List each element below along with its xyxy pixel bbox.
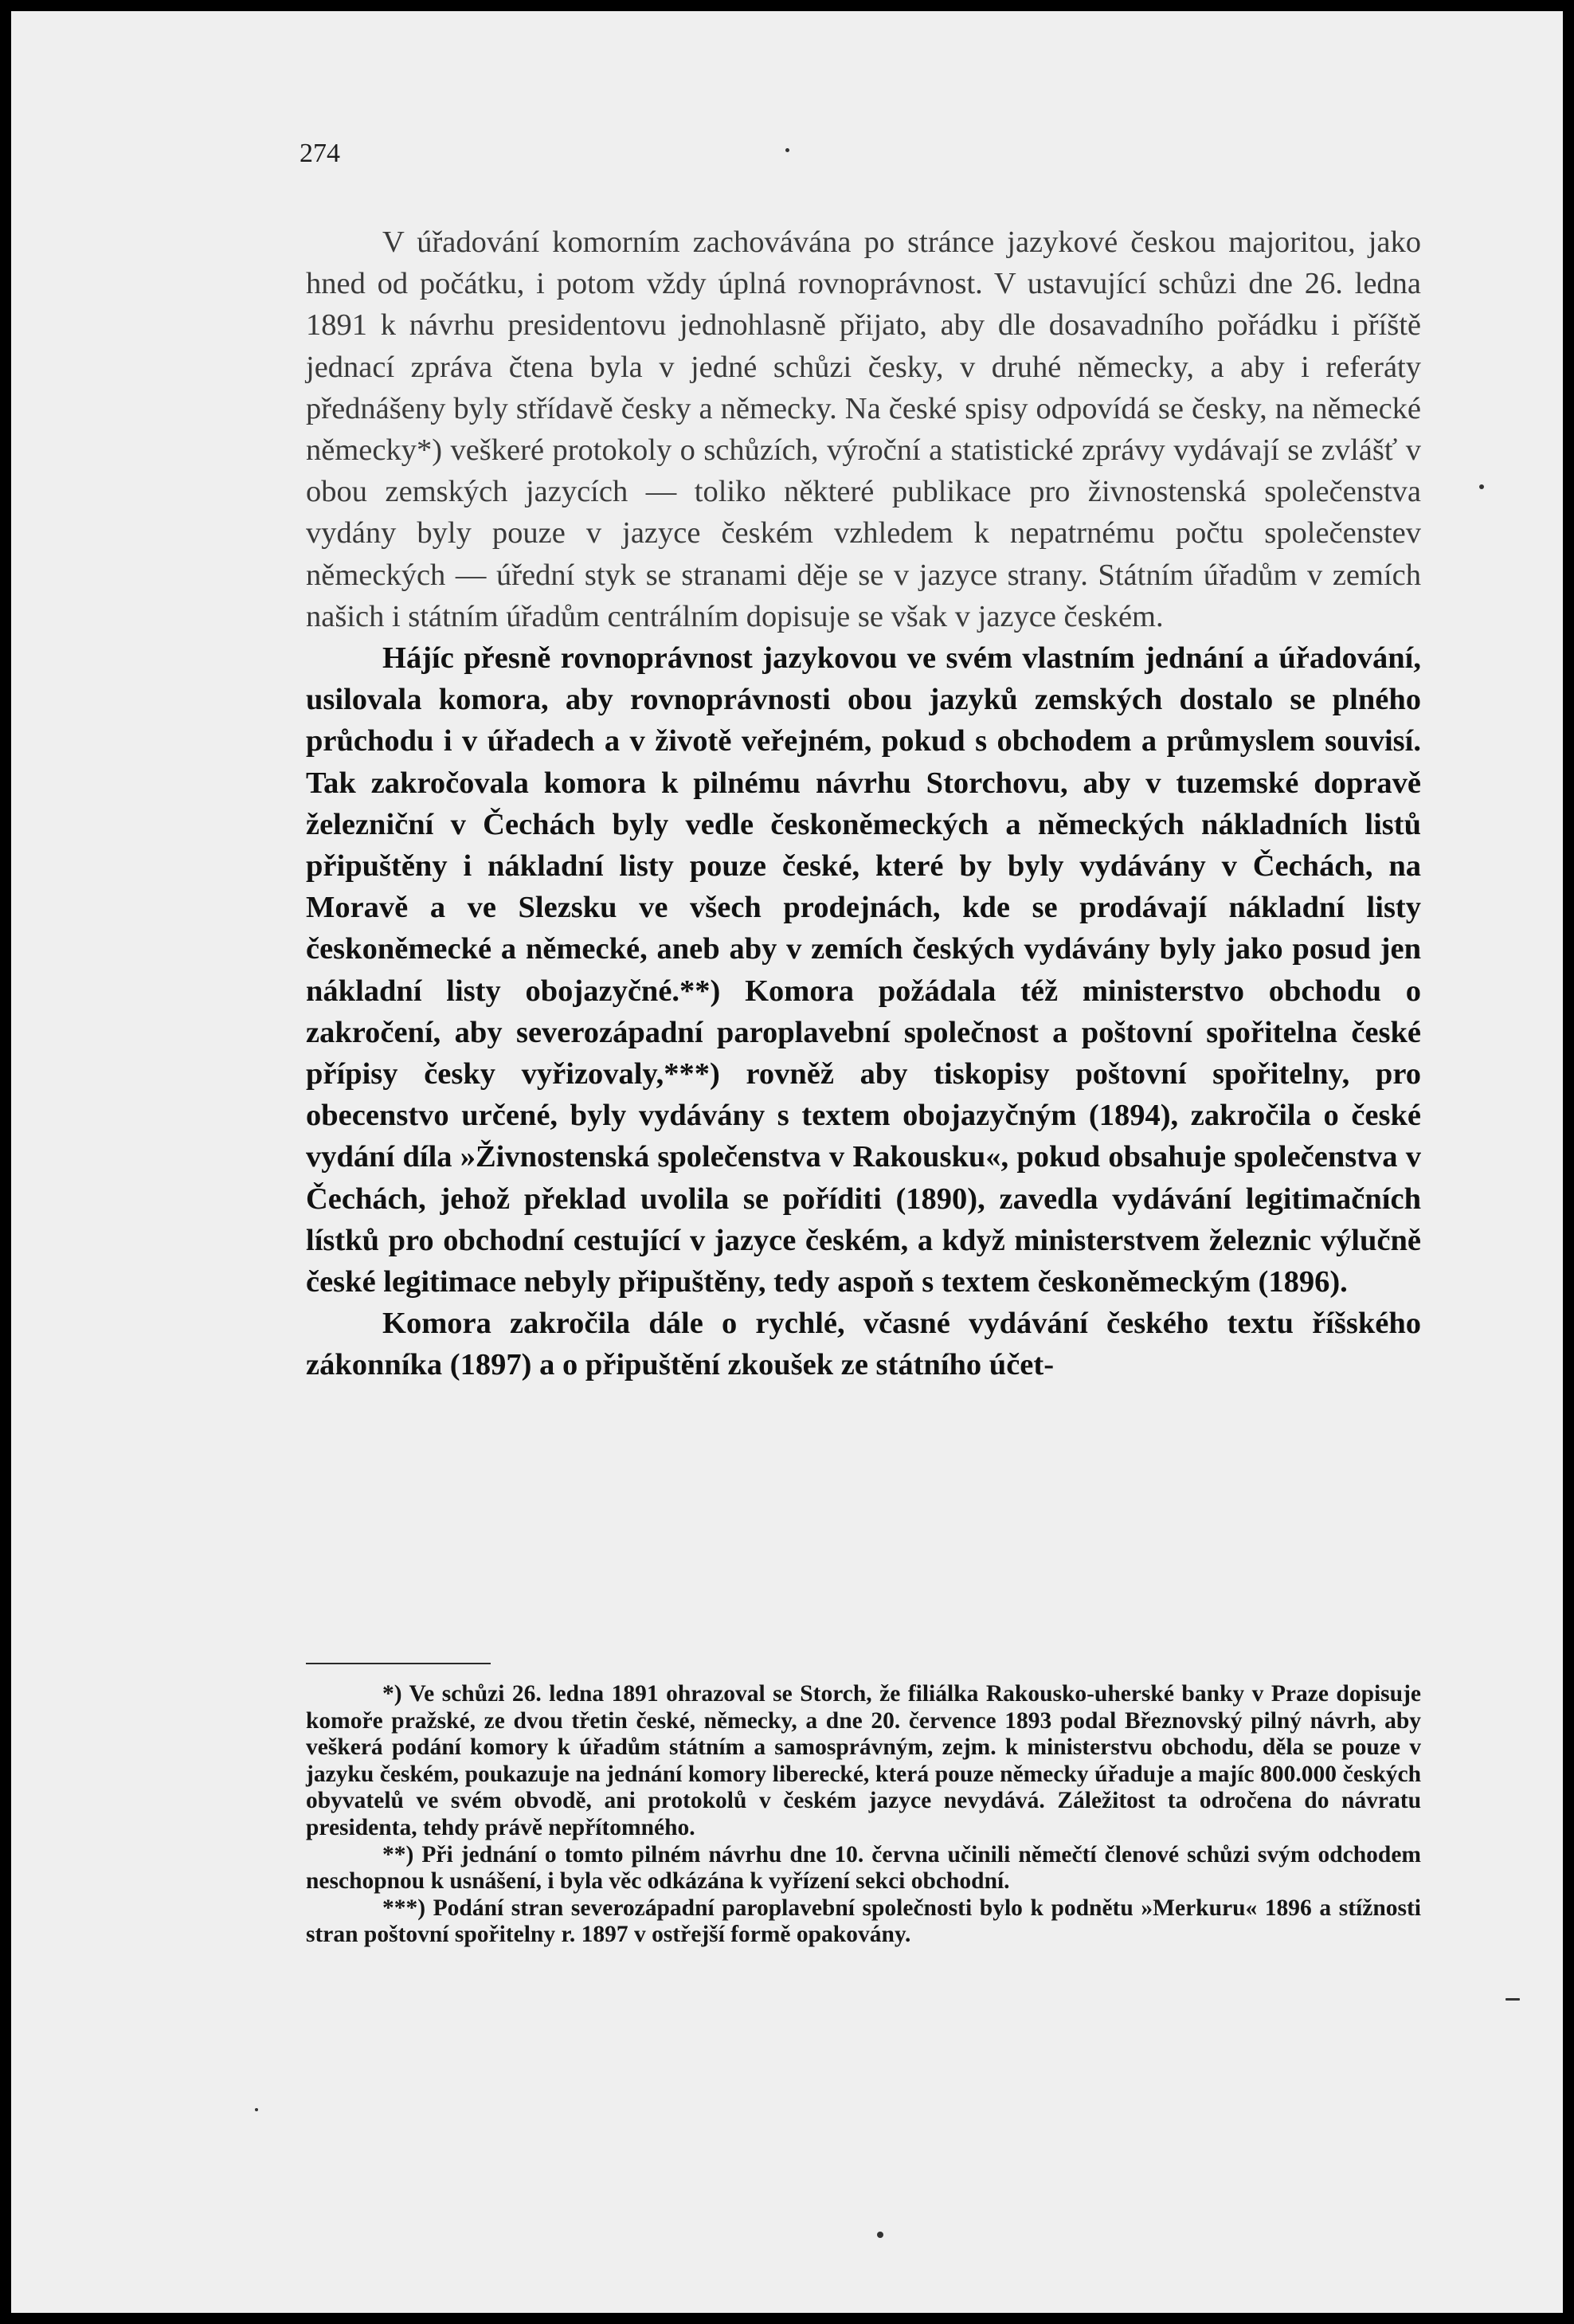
main-text (306, 221, 1421, 1386)
scan-speck (255, 2108, 258, 2111)
footnote-1: *) Ve schůzi 26. ledna 1891 ohrazoval se Storch, že filiálka Rakousko-uherské banky v Praze dopisuje komoře pražské, ze dvou třetin české, německy, a dne 20. července 1893 podal Březnovský pilný návrh, aby veškerá podání komory k úřadům státním a samosprávným, zejm. k ministerstvu obchodu, děla se pouze v jazyku českém, poukazuje na jednání komory liberecké, která pouze německy úřaduje a majíc 800.000 českých obyvatelů ve svém obvodě, ani protokolů v českém jazyce nevydává. Záležitost ta odročena do návratu presidenta, tehdy právě nepřítomného. (306, 1681, 1421, 1840)
page-number: 274 (300, 139, 340, 168)
scan-speck (877, 2232, 883, 2238)
scan-speck (1505, 1998, 1520, 2001)
footnote-separator (306, 1663, 491, 1664)
paragraph-2: Hájíc přesně rovnoprávnost jazykovou ve svém vlastním jednání a úřadování, usilovala komora, aby rovnoprávnosti obou jazyků zemských dostalo se plného průchodu i v úřadech a v životě veřejném, pokud s obchodem a průmyslem souvisí. Tak zakročovala komora k pilnému návrhu Storchovu, aby v tuzemské dopravě železniční v Čechách byly vedle českoněmeckých a německých nákladních listů připuštěny i nákladní listy pouze české, které by byly vydávány v Čechách, na Moravě a ve Slezsku ve všech prodejnách, kde se prodávají nákladní listy českoněmecké a německé, aneb aby v zemích českých vydávány byly jako posud jen nákladní listy obojazyčné.**) Komora požádala též ministerstvo obchodu o zakročení, aby severozápadní paroplavební společnost a poštovní spořitelna české přípisy česky vyřizovaly,***) rovněž aby tiskopisy poštovní spořitelny, pro obecenstvo určené, byly vydávány s textem obojazyčným (1894), zakročila o české vydání díla »Živnostenská společenstva v Rakousku«, pokud obsahuje společenstva v Čechách, jehož překlad uvolila se poříditi (1890), zavedla vydávání legitimačních lístků pro obchodní cestující v jazyce českém, a když ministerstvem železnic výlučně české legitimace nebyly připuštěny, tedy aspoň s textem českoněmeckým (1896). (306, 641, 1421, 1299)
footnotes (306, 1681, 1421, 1949)
paragraph-1: V úřadování komorním zachovávána po stránce jazykové českou majoritou, jako hned od počátku, i potom vždy úplná rovnoprávnost. V ustavující schůzi dne 26. ledna 1891 k návrhu presidentovu jednohlasně přijato, aby dle dosavadního pořádku i příště jednací zpráva čtena byla v jedné schůzi česky, v druhé německy, a aby i referáty přednášeny byly střídavě česky a německy. Na české spisy odpovídá se česky, na německé německy*) veškeré protokoly o schůzích, výroční a statistické zprávy vydávají se zvlášť v obou zemských jazycích — toliko některé publikace pro živnostenská společenstva vydány byly pouze v jazyce českém vzhledem k nepatrnému počtu společenstev německých — úřední styk se stranami děje se v jazyce strany. Státním úřadům v zemích našich i státním úřadům centrálním dopisuje se však v jazyce českém. (306, 225, 1421, 633)
footnote-2: **) Při jednání o tomto pilném návrhu dne 10. června učinili němečtí členové schůzi svým odchodem neschopnou k usnášení, i byla věc odkázána k vyřízení sekci obchodní. (306, 1841, 1421, 1895)
footnote-3: ***) Podání stran severozápadní paroplavební společnosti bylo k podnětu »Merkuru« 1896 a stížnosti stran poštovní spořitelny r. 1897 v ostřejší formě opakovány. (306, 1895, 1421, 1948)
scan-speck (1479, 484, 1484, 489)
paragraph-3: Komora zakročila dále o rychlé, včasné vydávání českého textu říšského zákonníka (1897) a o připuštění zkoušek ze státního účet- (306, 1307, 1421, 1382)
document-page (11, 11, 1563, 2313)
scan-speck (785, 148, 789, 152)
